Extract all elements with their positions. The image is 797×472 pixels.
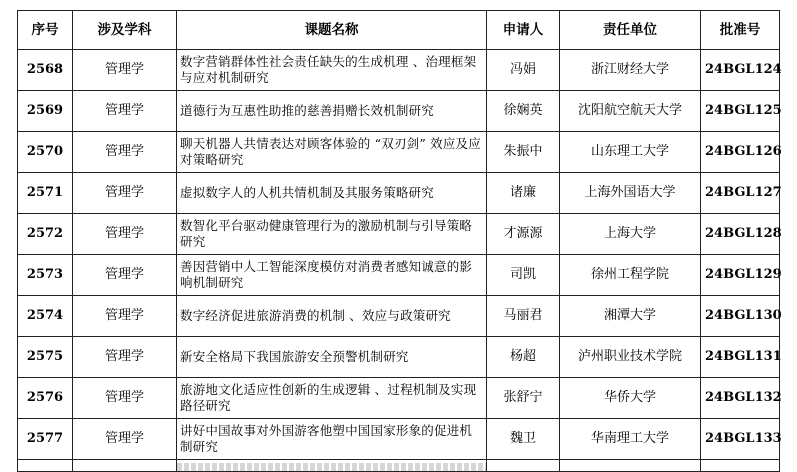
subject-cell: 管理学 xyxy=(73,296,177,337)
title-cell: 数智化平台驱动健康管理行为的激励机制与引导策略研究 xyxy=(177,214,487,255)
serial-cell: 2571 xyxy=(18,173,73,214)
title-cell: 虚拟数字人的人机共情机制及其服务策略研究 xyxy=(177,173,487,214)
applicant-cell: 徐娴英 xyxy=(487,91,560,132)
truncated-cell xyxy=(73,460,177,472)
subject-cell: 管理学 xyxy=(73,50,177,91)
table-row xyxy=(18,337,780,378)
serial-cell: 2577 xyxy=(18,419,73,460)
approval-no-cell: 24BGL128 xyxy=(701,214,780,255)
subject-cell: 管理学 xyxy=(73,214,177,255)
table-row xyxy=(18,255,780,296)
title-cell: 旅游地文化适应性创新的生成逻辑 、过程机制及实现路径研究 xyxy=(177,378,487,419)
unit-cell: 上海大学 xyxy=(560,214,701,255)
approval-no-cell: 24BGL129 xyxy=(701,255,780,296)
unit-cell: 湘潭大学 xyxy=(560,296,701,337)
approval-no-cell: 24BGL131 xyxy=(701,337,780,378)
header-unit: 责任单位 xyxy=(560,11,701,50)
applicant-cell: 魏卫 xyxy=(487,419,560,460)
subject-cell: 管理学 xyxy=(73,419,177,460)
unit-cell: 沈阳航空航天大学 xyxy=(560,91,701,132)
serial-cell: 2575 xyxy=(18,337,73,378)
truncated-cell xyxy=(18,460,73,472)
truncated-cell xyxy=(177,460,487,472)
table-row xyxy=(18,132,780,173)
header-approval-no: 批准号 xyxy=(701,11,780,50)
subject-cell: 管理学 xyxy=(73,255,177,296)
title-cell: 善因营销中人工智能深度模仿对消费者感知诚意的影响机制研究 xyxy=(177,255,487,296)
applicant-cell: 诸廉 xyxy=(487,173,560,214)
applicant-cell: 冯娟 xyxy=(487,50,560,91)
subject-cell: 管理学 xyxy=(73,337,177,378)
serial-cell: 2573 xyxy=(18,255,73,296)
header-row xyxy=(18,11,780,50)
unit-cell: 浙江财经大学 xyxy=(560,50,701,91)
truncated-cell xyxy=(560,460,701,472)
unit-cell: 上海外国语大学 xyxy=(560,173,701,214)
truncated-cell xyxy=(701,460,780,472)
truncated-row xyxy=(18,460,780,472)
unit-cell: 徐州工程学院 xyxy=(560,255,701,296)
header-subject: 涉及学科 xyxy=(73,11,177,50)
unit-cell: 华南理工大学 xyxy=(560,419,701,460)
approval-no-cell: 24BGL124 xyxy=(701,50,780,91)
serial-cell: 2576 xyxy=(18,378,73,419)
header-title: 课题名称 xyxy=(177,11,487,50)
unit-cell: 山东理工大学 xyxy=(560,132,701,173)
unit-cell: 泸州职业技术学院 xyxy=(560,337,701,378)
serial-cell: 2569 xyxy=(18,91,73,132)
subject-cell: 管理学 xyxy=(73,91,177,132)
table-row xyxy=(18,296,780,337)
table-row xyxy=(18,419,780,460)
title-cell: 道德行为互惠性助推的慈善捐赠长效机制研究 xyxy=(177,91,487,132)
applicant-cell: 司凯 xyxy=(487,255,560,296)
serial-cell: 2572 xyxy=(18,214,73,255)
table-row xyxy=(18,173,780,214)
applicant-cell: 马丽君 xyxy=(487,296,560,337)
table-row xyxy=(18,50,780,91)
table-row xyxy=(18,378,780,419)
approval-no-cell: 24BGL127 xyxy=(701,173,780,214)
header-serial: 序号 xyxy=(18,11,73,50)
truncated-cell xyxy=(487,460,560,472)
serial-cell: 2574 xyxy=(18,296,73,337)
table-row xyxy=(18,214,780,255)
title-cell: 讲好中国故事对外国游客他塑中国国家形象的促进机制研究 xyxy=(177,419,487,460)
cut-off-text xyxy=(177,463,486,471)
approval-no-cell: 24BGL130 xyxy=(701,296,780,337)
project-approval-table xyxy=(17,10,780,472)
applicant-cell: 张舒宁 xyxy=(487,378,560,419)
applicant-cell: 朱振中 xyxy=(487,132,560,173)
subject-cell: 管理学 xyxy=(73,173,177,214)
serial-cell: 2570 xyxy=(18,132,73,173)
applicant-cell: 杨超 xyxy=(487,337,560,378)
approval-no-cell: 24BGL132 xyxy=(701,378,780,419)
title-cell: 数字营销群体性社会责任缺失的生成机理 、治理框架与应对机制研究 xyxy=(177,50,487,91)
table-row xyxy=(18,91,780,132)
title-cell: 数字经济促进旅游消费的机制 、效应与政策研究 xyxy=(177,296,487,337)
approval-no-cell: 24BGL125 xyxy=(701,91,780,132)
applicant-cell: 才源源 xyxy=(487,214,560,255)
approval-no-cell: 24BGL126 xyxy=(701,132,780,173)
unit-cell: 华侨大学 xyxy=(560,378,701,419)
title-cell: 新安全格局下我国旅游安全预警机制研究 xyxy=(177,337,487,378)
subject-cell: 管理学 xyxy=(73,378,177,419)
approval-no-cell: 24BGL133 xyxy=(701,419,780,460)
subject-cell: 管理学 xyxy=(73,132,177,173)
title-cell: 聊天机器人共情表达对顾客体验的 “双刃剑” 效应及应对策略研究 xyxy=(177,132,487,173)
header-applicant: 申请人 xyxy=(487,11,560,50)
serial-cell: 2568 xyxy=(18,50,73,91)
